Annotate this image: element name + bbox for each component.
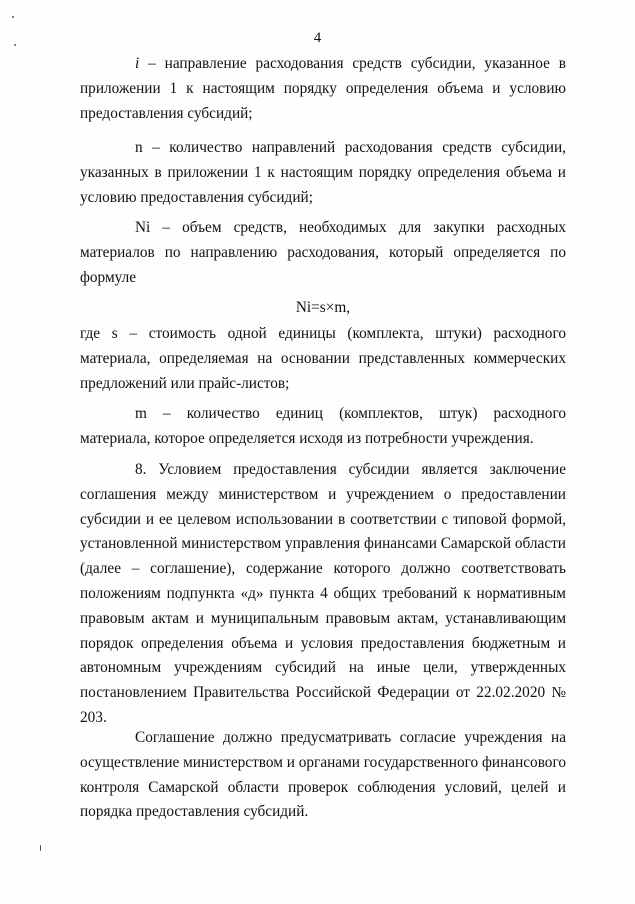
definition-s: где s – стоимость одной единицы (комплекта, штуки) расходного материала, определяемая на основании представленных коммерческих предложений или прайс-листов;	[80, 325, 566, 392]
definition-n: n – количество направлений расходования средств субсидии, указанных в приложении 1 к настоящим порядку определения объема и условию предоставления субсидий;	[80, 139, 566, 206]
definition-m: m – количество единиц (комплектов, штук) расходного материала, которое определяется исходя из потребности учреждения.	[80, 405, 566, 447]
page-number: 4	[313, 30, 322, 46]
definition-Ni: Ni – объем средств, необходимых для закупки расходных материалов по направлению расходования, который определяется по формуле	[80, 219, 566, 286]
scan-speck	[40, 845, 41, 851]
clause-8: 8. Условием предоставления субсидии является заключение соглашения между министерством и учреждением о предоставлении субсидии и ее целевом использовании в соответствии с типовой формой, установленной министерством управления финансами Самарской области (далее – соглашение), содержание которого должно соответствовать положениям подпункта «д» пункта 4 общих требований к нормативным правовым актам и муниципальным правовым актам, устанавливающим порядок определения объема и условия предоставления бюджетным и автономным учреждениям субсидий на иные цели, утвержденных постановлением Правительства Российской Федерации от 22.02.2020 № 203.	[80, 461, 566, 726]
agreement-paragraph: Соглашение должно предусматривать согласие учреждения на осуществление министерством и органами государственного финансового контроля Самарской области проверок соблюдения условий, целей и порядка предоставления субсидий.	[80, 729, 566, 821]
definition-i-text: – направление расходования средств субсидии, указанное в приложении 1 к настоящим порядку определения объема и условию предоставления субсидий;	[80, 55, 566, 122]
formula: Ni=s×m,	[295, 299, 351, 316]
scan-speck	[12, 16, 14, 18]
definition-i	[80, 52, 566, 126]
symbol-i: i	[135, 55, 140, 72]
